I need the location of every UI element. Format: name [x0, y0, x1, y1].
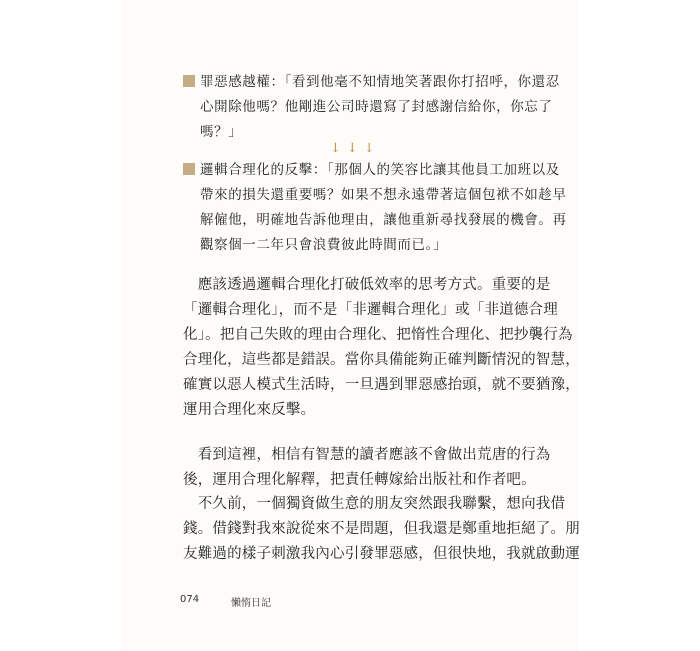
paragraph-1 — [183, 273, 580, 423]
dialog-line: 嗎？」 — [200, 124, 243, 140]
paragraph-2 — [183, 443, 551, 493]
dialog-line: 解僱他，明確地告訴他理由，讓他重新尋找發展的機會。再 — [200, 212, 567, 228]
square-bullet-icon — [183, 163, 195, 175]
text-line: 後，運用合理化解釋，把責任轉嫁給出版社和作者吧。 — [183, 472, 536, 488]
text-line: 「邏輯合理化」，而不是「非邏輯合理化」或「非道德合理 — [183, 302, 558, 318]
text-line: 友難過的樣子刺激我內心引發罪惡感，但很快地，我就啟動運 — [183, 546, 580, 562]
dialog-line: 觀察個一二年只會浪費彼此時間而已。」 — [200, 237, 448, 253]
dialog-rationalization — [183, 158, 567, 258]
text-line: 化」。把自己失敗的理由合理化、把惰性合理化、把抄襲行為 — [183, 327, 573, 343]
text-line: 看到這裡，相信有智慧的讀者應該不會做出荒唐的行為 — [183, 447, 551, 463]
text-line: 應該透過邏輯合理化打破低效率的思考方式。重要的是 — [183, 277, 551, 293]
dialog-line: 邏輯合理化的反擊：「那個人的笑容比讓其他員工加班以及 — [183, 158, 523, 183]
text-line: 錢。借錢對我來說從來不是問題，但我還是鄭重地拒絕了。朋 — [183, 521, 580, 537]
paragraph-3 — [183, 492, 580, 567]
dialog-line: 心開除他嗎？他剛進公司時還寫了封感謝信給你，你忘了 — [200, 99, 553, 115]
book-title: 懶惰日記 — [231, 598, 271, 609]
text-line: 確實以惡人模式生活時，一旦遇到罪惡感抬頭，就不要猶豫， — [183, 377, 580, 393]
square-bullet-icon — [183, 75, 195, 87]
down-arrows-icon: ↓↓↓ — [330, 141, 381, 156]
text-line: 不久前，一個獨資做生意的朋友突然跟我聯繫，想向我借 — [183, 496, 566, 512]
dialog-line: 罪惡感越權：「看到他毫不知情地笑著跟你打招呼，你還忍 — [183, 70, 523, 95]
dialog-line: 帶來的損失還重要嗎？如果不想永遠帶著這個包袱不如趁早 — [200, 187, 567, 203]
page-number: 074 — [180, 594, 200, 605]
dialog-guilt — [183, 70, 560, 145]
text-line: 合理化，這些都是錯誤。當你具備能夠正確判斷情況的智慧， — [183, 352, 580, 368]
text-line: 運用合理化來反擊。 — [183, 402, 316, 418]
